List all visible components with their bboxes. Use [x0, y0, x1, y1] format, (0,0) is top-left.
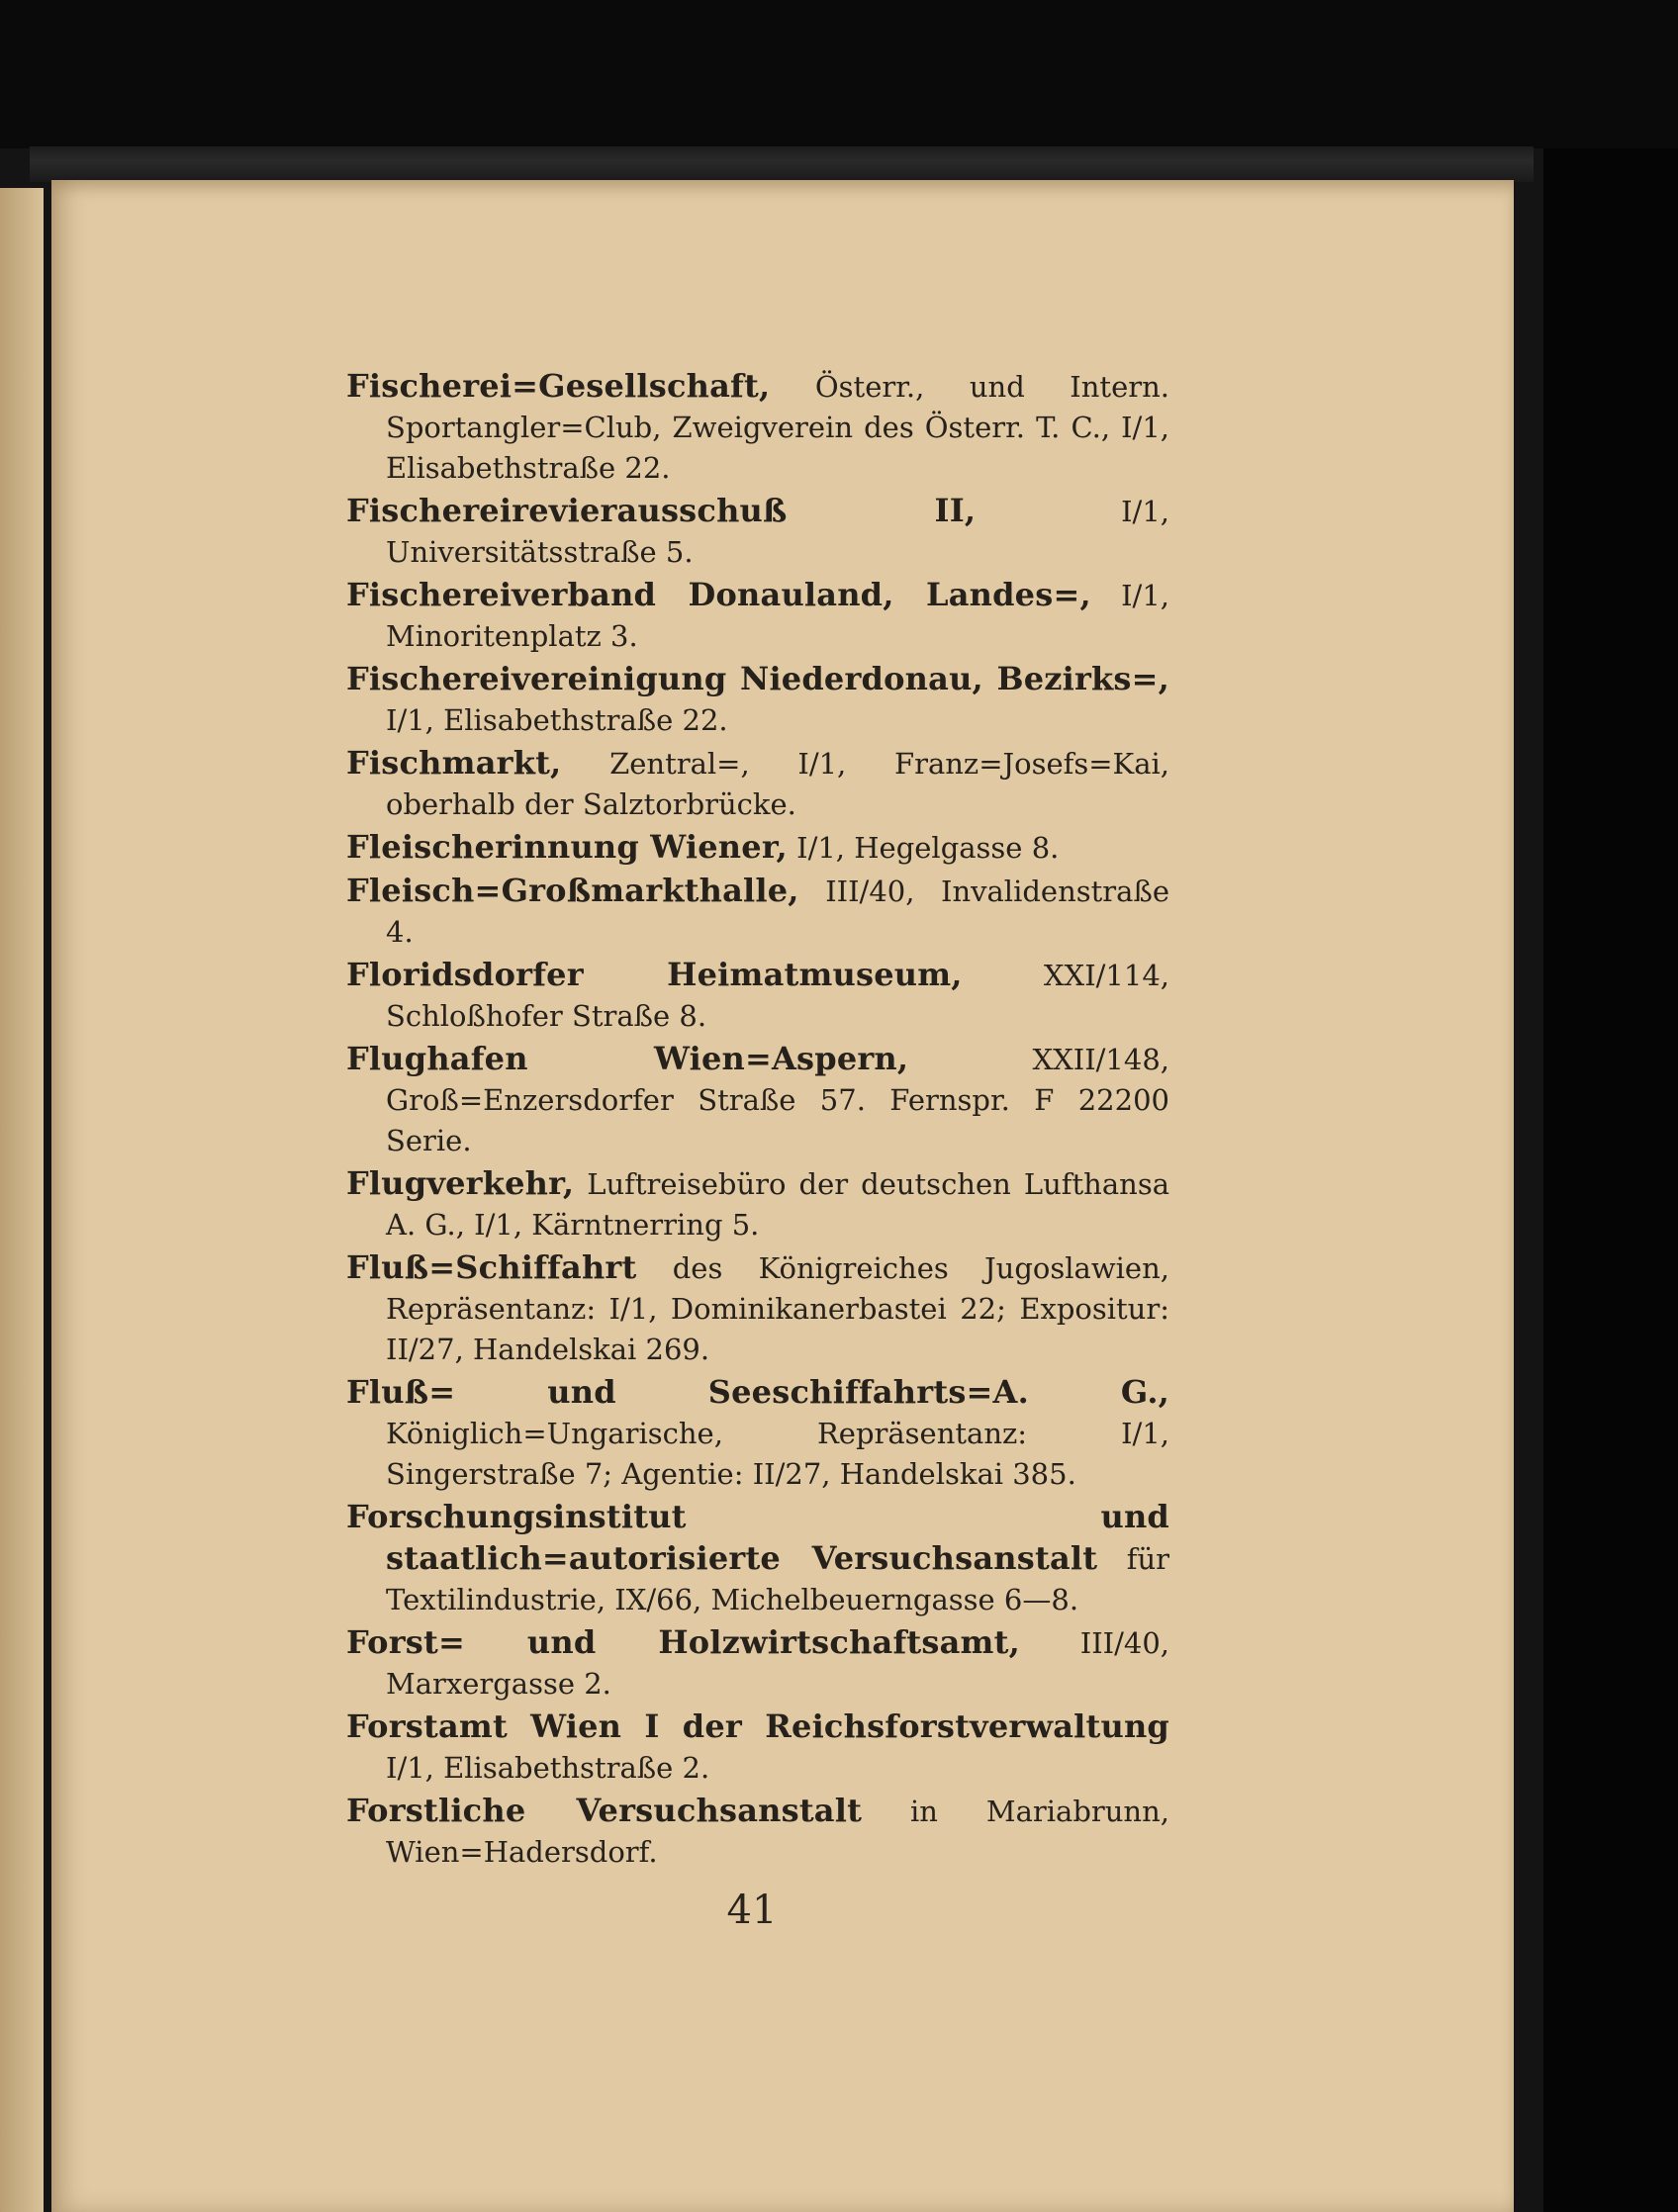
entry-details: Österr., und Intern. Sportangler=Club, Zweigverein des Österr. T. C., I/1, Elisabethstraße 22. [386, 370, 1169, 485]
entry-heading: Fleisch=Großmarkthalle, [346, 872, 799, 909]
entry-details: I/1, Hegelgasse 8. [787, 831, 1060, 865]
entry [346, 1372, 1169, 1495]
entry [346, 1163, 1169, 1245]
entry-details: I/1, Elisabethstraße 22. [386, 703, 728, 737]
entry [346, 1497, 1169, 1620]
entry-heading: Fischmarkt, [346, 744, 562, 782]
entry [346, 1247, 1169, 1370]
page-number: 41 [726, 1888, 778, 1933]
entry-heading: Forstamt Wien I der Reichsforstverwaltung [346, 1707, 1169, 1745]
entry-heading: Fischereivereinigung Niederdonau, Bezirks=, [346, 660, 1169, 697]
directory-entries [346, 366, 1169, 1875]
entry-details: I/1, Elisabethstraße 2. [386, 1751, 710, 1785]
entry-heading: Forstliche Versuchsanstalt [346, 1792, 863, 1829]
entry-heading: Forst= und Holzwirtschaftsamt, [346, 1623, 1020, 1661]
entry-details: I/1, Minoritenplatz 3. [386, 579, 1169, 653]
entry-heading: Fluß= und Seeschiffahrts=A. G., [346, 1373, 1169, 1411]
entry-details: für Textilindustrie, IX/66, Michelbeuerngasse 6—8. [386, 1542, 1169, 1616]
entry-details: XXII/148, Groß=Enzersdorfer Straße 57. Fernspr. F 22200 Serie. [386, 1043, 1169, 1157]
entry-heading: Fischereiverband Donauland, Landes=, [346, 576, 1091, 613]
entry [346, 743, 1169, 825]
left-page-edge [0, 188, 44, 2212]
entry-details: Zentral=, I/1, Franz=Josefs=Kai, oberhalb der Salztorbrücke. [386, 747, 1169, 821]
entry-heading: Fischereirevierausschuß II, [346, 492, 977, 529]
entry-details: Königlich=Ungarische, Repräsentanz: I/1, Singerstraße 7; Agentie: II/27, Handelskai 385. [386, 1417, 1169, 1491]
entry [346, 1706, 1169, 1789]
background-surface [0, 0, 1678, 148]
entry [346, 491, 1169, 573]
entry [346, 659, 1169, 741]
book-cover-edge [30, 146, 1534, 182]
entry-heading: Fleischerinnung Wiener, [346, 828, 788, 866]
entry-details: I/1, Universitätsstraße 5. [386, 495, 1169, 569]
entry-details: III/40, Marxergasse 2. [386, 1626, 1170, 1701]
entry-heading: Flughafen Wien=Aspern, [346, 1040, 909, 1077]
entry-heading: Fischerei=Gesellschaft, [346, 367, 771, 405]
entry-heading: Floridsdorfer Heimatmuseum, [346, 956, 963, 993]
entry [346, 575, 1169, 657]
entry [346, 871, 1169, 953]
entry [346, 827, 1169, 869]
entry [346, 1791, 1169, 1873]
entry [346, 366, 1169, 489]
entry-details: XXI/114, Schloßhofer Straße 8. [386, 959, 1169, 1033]
entry [346, 955, 1169, 1037]
entry-details: III/40, Invalidenstraße 4. [386, 875, 1169, 949]
entry [346, 1039, 1169, 1161]
entry-details: in Mariabrunn, Wien=Hadersdorf. [386, 1795, 1169, 1869]
entry-details: Luftreisebüro der deutschen Lufthansa A. G., I/1, Kärntnerring 5. [386, 1167, 1169, 1242]
entry-heading: Flugverkehr, [346, 1164, 575, 1202]
entry-heading: Forschungsinstitut und staatlich=autorisierte Versuchsanstalt [346, 1498, 1169, 1577]
entry-details: des Königreiches Jugoslawien, Repräsentanz: I/1, Dominikanerbastei 22; Expositur: II/27, Handelskai 269. [386, 1251, 1169, 1366]
entry [346, 1622, 1169, 1705]
entry-heading: Fluß=Schiffahrt [346, 1248, 637, 1286]
